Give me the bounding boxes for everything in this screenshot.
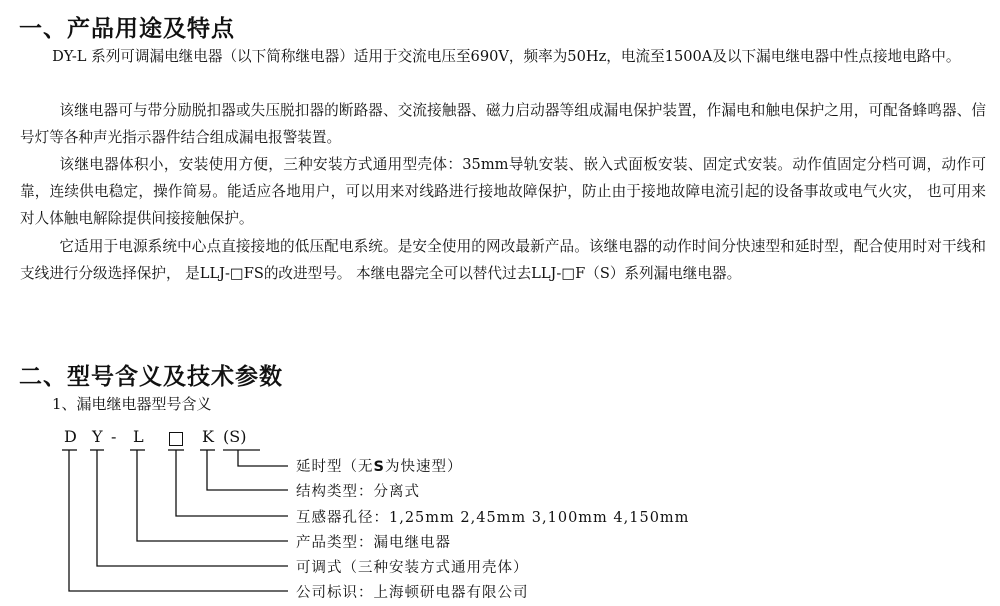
code-letter-l: L bbox=[133, 427, 144, 446]
code-dash: - bbox=[111, 427, 117, 446]
paragraph-2: 该继电器可与带分励脱扣器或失压脱扣器的断路器、交流接触器、磁力启动器等组成漏电保护装置，作漏电和触电保护之用，可配备蜂鸣器、信号灯等各种声光指示器件结合组成漏电报警装置。 bbox=[20, 102, 986, 147]
paragraph-1: DY-L 系列可调漏电继电器（以下简称继电器）适用于交流电压至690V，频率为50Hz，电流至1500A及以下漏电继电器中性点接地电路中。 bbox=[52, 48, 961, 65]
code-suffix-s: (S) bbox=[223, 427, 247, 446]
label-ct-hole: 互感器孔径：1,25mm 2,45mm 3,100mm 4,150mm bbox=[296, 510, 690, 526]
code-letter-k: K bbox=[202, 427, 214, 446]
section-1-title: 一、产品用途及特点 bbox=[19, 16, 235, 42]
label-product-type: 产品类型：漏电继电器 bbox=[296, 535, 451, 551]
section-2-title: 二、型号含义及技术参数 bbox=[19, 364, 283, 390]
label-delay-type: 延时型（无S为快速型） bbox=[296, 459, 463, 475]
code-letter-d: D bbox=[64, 427, 77, 446]
label-structure-type: 结构类型：分离式 bbox=[296, 484, 420, 500]
label-adjustable: 可调式（三种安装方式通用壳体） bbox=[296, 560, 529, 576]
model-meaning-subtitle: 1、漏电继电器型号含义 bbox=[52, 395, 212, 413]
label-company: 公司标识：上海顿研电器有限公司 bbox=[296, 585, 529, 601]
paragraph-3: 该继电器体积小，安装使用方便，三种安装方式通用型壳体：35mm导轨安装、嵌入式面板安装、固定式安装。动作值固定分档可调，动作可靠，连续供电稳定，操作简易。能适应各地用户，可以用来对线路进行接地故障保护，防止由于接地故障电流引起的设备事故或电气火灾， 也可用来对人体触电解除提供间接接触保护。 bbox=[20, 156, 986, 228]
paragraph-4: 它适用于电源系统中心点直接接地的低压配电系统。是安全使用的网改最新产品。该继电器的动作时间分快速型和延时型，配合使用时对干线和支线进行分级选择保护， 是LLJ-□FS的改进型号。 本继电器完全可以替代过去LLJ-□F（S）系列漏电继电器。 bbox=[20, 238, 986, 283]
code-letter-y: Y bbox=[92, 427, 103, 446]
